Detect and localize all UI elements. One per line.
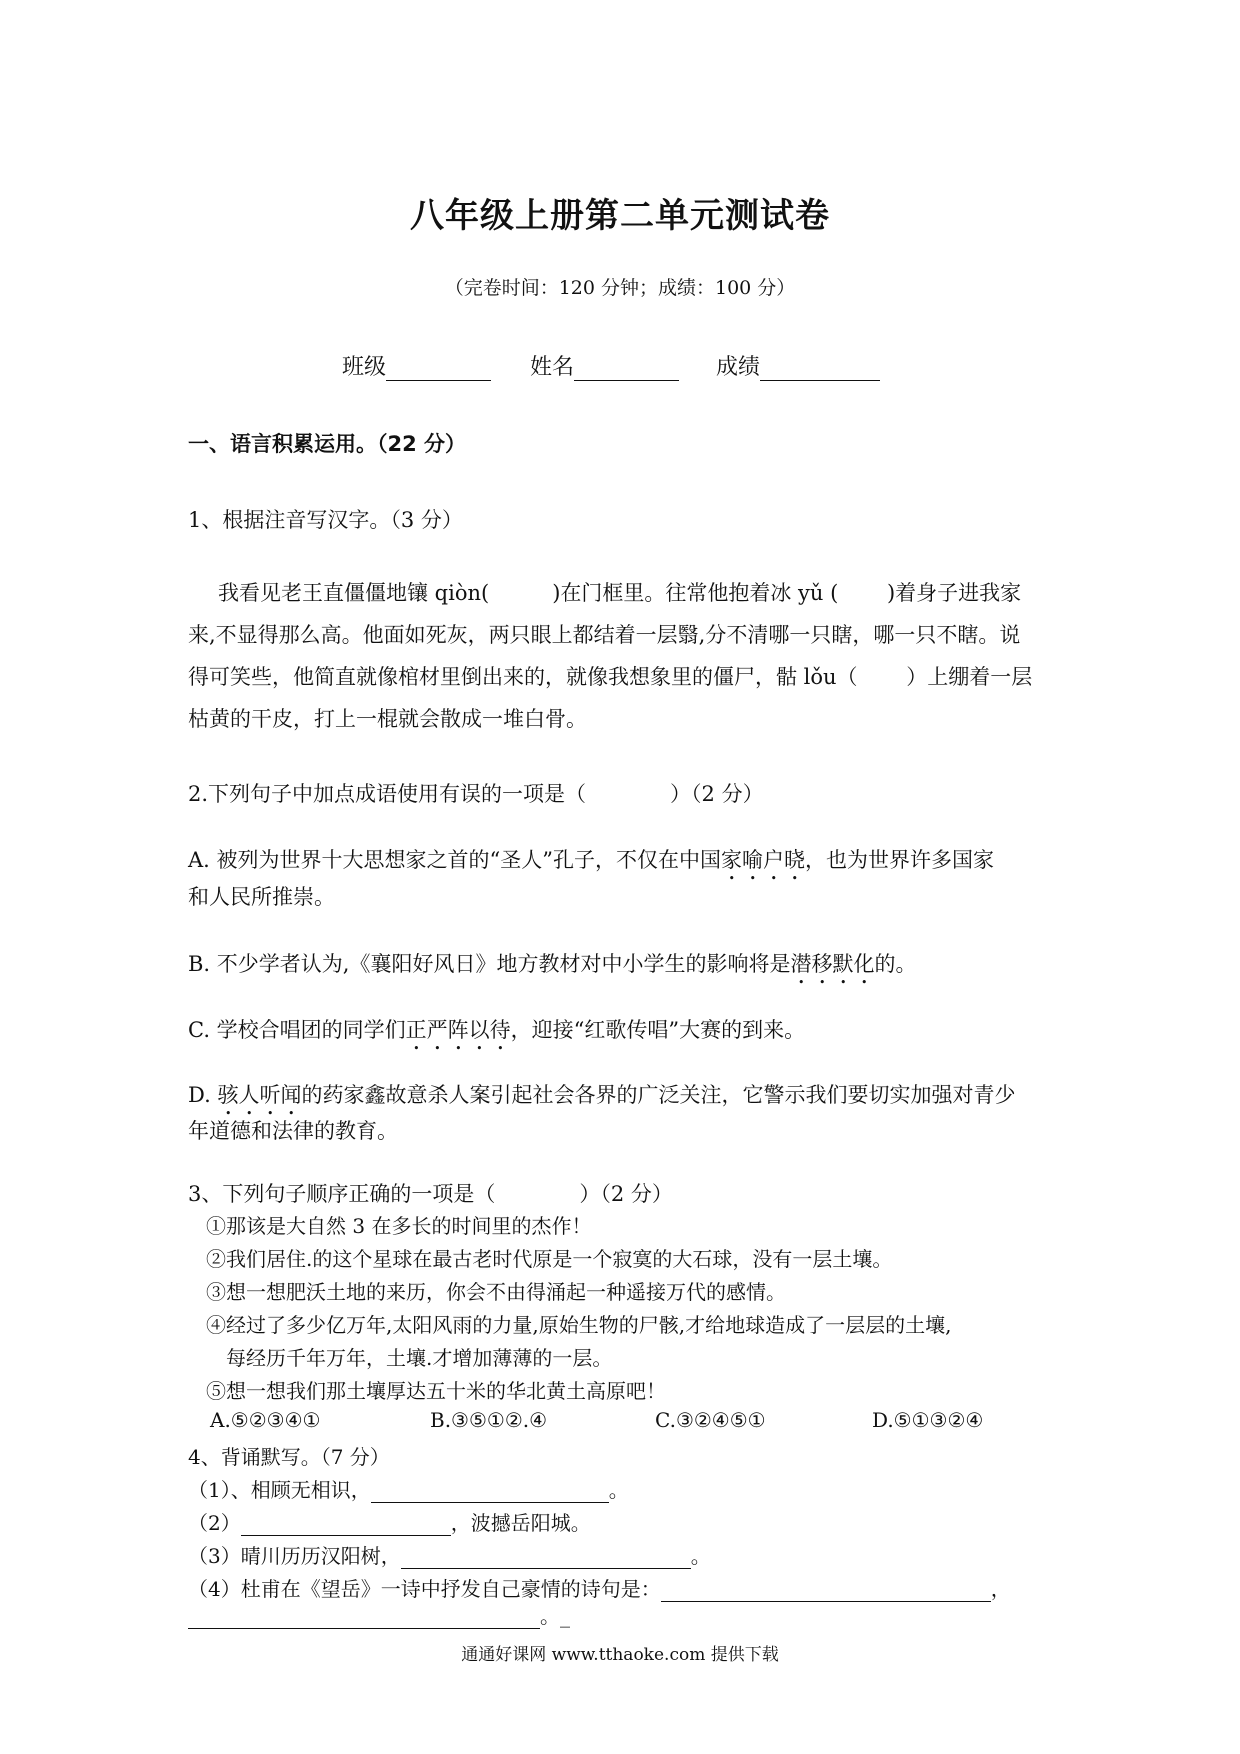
recite-line-1 xyxy=(188,1474,629,1503)
choice-d: D.⑤①③②④ xyxy=(872,1408,984,1432)
section-heading: 一、语言积累运用。（22 分） xyxy=(188,432,467,456)
question-4-stem: 4、背诵默写。（7 分） xyxy=(188,1445,390,1469)
recite-prompt: （4）杜甫在《望岳》一诗中抒发自己豪情的诗句是： xyxy=(188,1577,661,1601)
option-a-line-2: 和人民所推崇。 xyxy=(188,885,335,909)
question-1-stem: 1、根据注音写汉字。（3 分） xyxy=(188,508,463,532)
class-label: 班级 xyxy=(342,355,387,380)
recite-line-3 xyxy=(188,1540,711,1569)
option-c-text: C. 学校合唱团的同学们 xyxy=(188,1018,406,1042)
page-title: 八年级上册第二单元测试卷 xyxy=(410,196,830,236)
recite-end: ，波撼岳阳城。 xyxy=(450,1511,591,1535)
answer-blank xyxy=(661,1581,991,1602)
class-field xyxy=(342,350,491,381)
option-b-idiom: 潜移默化 xyxy=(790,952,875,976)
name-field xyxy=(530,350,679,381)
option-d-text-end: 的药家鑫故意杀人案引起社会各界的广泛关注，它警示我们要切实加强对青少 xyxy=(301,1083,1016,1107)
question-1-line: 得可笑些，他简直就像棺材里倒出来的，就像我想象里的僵尸，骷 lǒu（ ）上绷着一层 xyxy=(188,665,1033,689)
recite-end: ， xyxy=(990,1577,1011,1601)
sentence-item: ④经过了多少亿万年,太阳风雨的力量,原始生物的尸骸,才给地球造成了一层层的土壤, xyxy=(206,1313,952,1337)
choice-c: C.③②④⑤① xyxy=(655,1408,766,1432)
option-a-text: A. 被列为世界十大思想家之首的“圣人”孔子，不仅在中国 xyxy=(188,848,721,872)
option-c xyxy=(188,1011,1058,1055)
score-label: 成绩 xyxy=(716,355,761,380)
choice-b: B.③⑤①②.④ xyxy=(430,1408,548,1432)
answer-blank xyxy=(188,1608,540,1629)
recite-line-5 xyxy=(188,1600,570,1629)
option-b-text: B. 不少学者认为,《襄阳好风日》地方教材对中小学生的影响将是 xyxy=(188,952,791,976)
recite-line-4 xyxy=(188,1573,1011,1602)
answer-blank xyxy=(371,1482,609,1503)
recite-end: 。 xyxy=(690,1544,711,1568)
score-blank xyxy=(760,356,880,381)
sentence-item: ①那该是大自然 3 在多长的时间里的杰作！ xyxy=(206,1214,592,1238)
answer-blank xyxy=(401,1548,691,1569)
question-1-line: 我看见老王直僵僵地镶 qiòn( )在门框里。往常他抱着冰 yǔ ( )着身子进我家 xyxy=(218,581,1022,605)
score-field xyxy=(716,350,880,381)
recite-line-2 xyxy=(188,1507,591,1536)
recite-end: 。_ xyxy=(540,1604,570,1628)
option-b xyxy=(188,945,1058,989)
option-c-text-end: ，迎接“红歌传唱”大赛的到来。 xyxy=(510,1018,806,1042)
choice-a: A.⑤②③④① xyxy=(210,1408,321,1432)
sentence-item: ⑤想一想我们那土壤厚达五十米的华北黄土高原吧！ xyxy=(206,1379,666,1403)
recite-prompt: （1）、相顾无相识， xyxy=(188,1478,371,1502)
name-blank xyxy=(574,356,679,381)
recite-prompt: （2） xyxy=(188,1511,241,1535)
question-1-line: 来,不显得那么高。他面如死灰，两只眼上都结着一层翳,分不清哪一只瞎，哪一只不瞎。说 xyxy=(188,623,1021,647)
option-d-text: D. xyxy=(188,1083,218,1107)
footer-note: 通通好课网 www.tthaoke.com 提供下载 xyxy=(461,1645,779,1665)
sentence-item: ③想一想肥沃土地的来历，你会不由得涌起一种遥接万代的感情。 xyxy=(206,1280,786,1304)
sentence-item: ②我们居住.的这个星球在最古老时代原是一个寂寞的大石球，没有一层土壤。 xyxy=(206,1247,893,1271)
question-1-line: 枯黄的干皮，打上一棍就会散成一堆白骨。 xyxy=(188,707,587,731)
answer-blank xyxy=(241,1515,451,1536)
option-a-text-end: ，也为世界许多国家 xyxy=(805,848,994,872)
question-2-stem: 2.下列句子中加点成语使用有误的一项是（ ）（2 分） xyxy=(188,782,764,806)
option-d-idiom: 骇人听闻 xyxy=(217,1083,302,1107)
class-blank xyxy=(386,356,491,381)
question-3-stem: 3、下列句子顺序正确的一项是（ ）（2 分） xyxy=(188,1182,673,1206)
sentence-item: 每经历千年万年，土壤.才增加薄薄的一层。 xyxy=(206,1346,613,1370)
option-b-text-end: 的。 xyxy=(874,952,917,976)
recite-end: 。 xyxy=(608,1478,629,1502)
option-c-idiom: 正严阵以待 xyxy=(405,1018,511,1042)
name-label: 姓名 xyxy=(530,355,575,380)
option-a-idiom: 家喻户晓 xyxy=(721,848,805,872)
recite-prompt: （3）晴川历历汉阳树， xyxy=(188,1544,401,1568)
exam-subtitle: （完卷时间：120 分钟；成绩：100 分） xyxy=(444,277,796,299)
option-d-line-2: 年道德和法律的教育。 xyxy=(188,1119,398,1143)
